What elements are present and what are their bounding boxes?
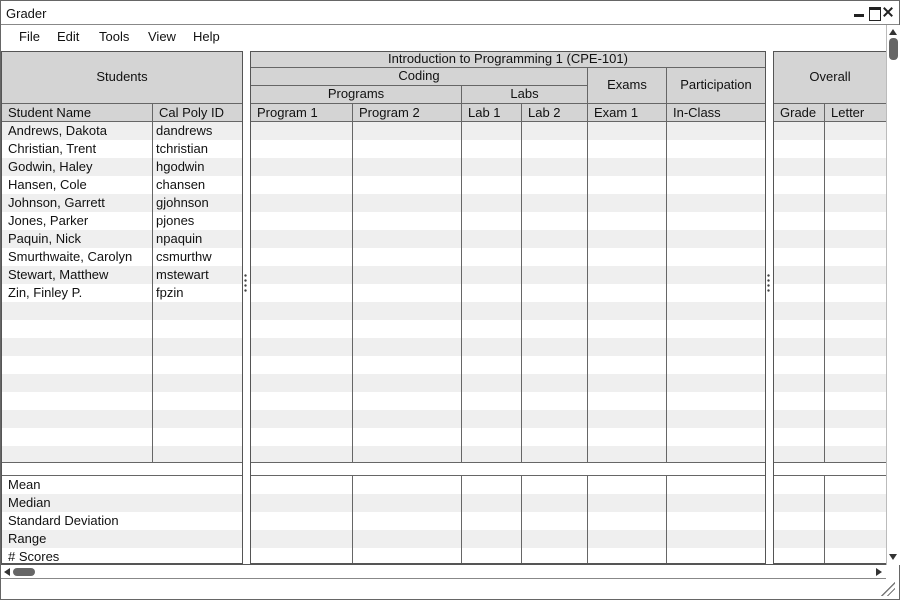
student-name-cell[interactable]: Andrews, Dakota xyxy=(8,123,107,138)
stat-label: Mean xyxy=(8,477,41,492)
lab-1-column-header[interactable]: Lab 1 xyxy=(462,104,522,122)
maximize-icon[interactable] xyxy=(867,5,881,19)
student-id-cell[interactable]: dandrews xyxy=(156,123,213,138)
menu-view[interactable]: View xyxy=(148,29,176,44)
column-divider xyxy=(824,122,825,462)
table-divider xyxy=(251,462,765,463)
course-title-header: Introduction to Programming 1 (CPE-101) xyxy=(251,52,765,68)
stats-rows-background xyxy=(774,476,886,564)
stat-label: Standard Deviation xyxy=(8,513,119,528)
exams-category-header: Exams xyxy=(588,68,667,104)
status-bar xyxy=(1,580,899,600)
student-id-cell[interactable]: gjohnson xyxy=(156,195,209,210)
overall-group-header: Overall xyxy=(774,52,886,104)
scroll-right-icon[interactable] xyxy=(876,568,882,576)
table-divider xyxy=(774,462,886,463)
lab-2-column-header[interactable]: Lab 2 xyxy=(522,104,588,122)
student-name-cell[interactable]: Stewart, Matthew xyxy=(8,267,109,282)
vertical-scrollbar[interactable] xyxy=(886,25,900,565)
scroll-up-icon[interactable] xyxy=(889,29,897,35)
overall-pane xyxy=(773,51,887,564)
horizontal-scrollbar[interactable] xyxy=(1,564,886,579)
column-divider xyxy=(666,122,667,462)
program-1-column-header[interactable]: Program 1 xyxy=(251,104,353,122)
student-id-cell[interactable]: chansen xyxy=(156,177,206,192)
column-divider xyxy=(824,476,825,564)
stat-label: # Scores xyxy=(8,549,60,564)
student-name-column-header[interactable]: Student Name xyxy=(2,104,153,122)
student-name-cell[interactable]: Smurthwaite, Carolyn xyxy=(8,249,133,264)
student-id-cell[interactable]: hgodwin xyxy=(156,159,205,174)
grade-rows-background xyxy=(251,122,765,462)
exam-1-column-header[interactable]: Exam 1 xyxy=(588,104,667,122)
student-id-cell[interactable]: fpzin xyxy=(156,285,184,300)
column-divider xyxy=(521,476,522,564)
title-bar xyxy=(1,1,899,25)
students-pane xyxy=(1,51,243,564)
stat-label: Range xyxy=(8,531,47,546)
student-id-cell[interactable]: pjones xyxy=(156,213,195,228)
participation-category-header: Participation xyxy=(667,68,765,104)
table-divider xyxy=(251,475,765,476)
student-id-cell[interactable]: csmurthw xyxy=(156,249,212,264)
window-title: Grader xyxy=(6,6,47,21)
letter-column-header[interactable]: Letter xyxy=(825,104,886,122)
grade-column-header[interactable]: Grade xyxy=(774,104,825,122)
minimize-icon[interactable] xyxy=(852,5,866,19)
column-divider xyxy=(461,476,462,564)
close-icon[interactable] xyxy=(881,5,895,19)
column-divider xyxy=(666,476,667,564)
column-divider xyxy=(521,122,522,462)
column-divider xyxy=(587,476,588,564)
scroll-left-icon[interactable] xyxy=(4,568,10,576)
labs-category-header: Labs xyxy=(462,86,588,104)
in-class-column-header[interactable]: In-Class xyxy=(667,104,765,122)
overall-pane-splitter[interactable] xyxy=(767,273,770,293)
student-id-cell[interactable]: npaquin xyxy=(156,231,203,246)
student-name-cell[interactable]: Johnson, Garrett xyxy=(8,195,105,210)
menu-file[interactable]: File xyxy=(19,29,40,44)
student-name-cell[interactable]: Zin, Finley P. xyxy=(8,285,83,300)
table-divider xyxy=(2,462,242,463)
column-divider xyxy=(352,476,353,564)
resize-grip-icon[interactable] xyxy=(881,582,895,596)
scroll-down-icon[interactable] xyxy=(889,554,897,560)
student-id-cell[interactable]: mstewart xyxy=(156,267,209,282)
student-name-cell[interactable]: Paquin, Nick xyxy=(8,231,81,246)
course-pane xyxy=(250,51,766,564)
programs-category-header: Programs xyxy=(251,86,462,104)
menu-bar xyxy=(1,25,886,50)
column-divider xyxy=(587,122,588,462)
menu-help[interactable]: Help xyxy=(193,29,220,44)
vertical-scroll-thumb[interactable] xyxy=(889,38,898,60)
overall-rows-background xyxy=(774,122,886,462)
table-divider xyxy=(774,475,886,476)
column-divider xyxy=(461,122,462,462)
column-divider xyxy=(352,122,353,462)
cal-poly-id-column-header[interactable]: Cal Poly ID xyxy=(153,104,242,122)
coding-category-header: Coding xyxy=(251,68,588,86)
students-pane-splitter[interactable] xyxy=(244,273,247,293)
student-name-cell[interactable]: Christian, Trent xyxy=(8,141,97,156)
student-name-cell[interactable]: Jones, Parker xyxy=(8,213,89,228)
student-id-cell[interactable]: tchristian xyxy=(156,141,209,156)
students-group-header: Students xyxy=(2,52,242,104)
horizontal-scroll-thumb[interactable] xyxy=(13,568,35,576)
student-name-cell[interactable]: Godwin, Haley xyxy=(8,159,93,174)
program-2-column-header[interactable]: Program 2 xyxy=(353,104,462,122)
student-name-cell[interactable]: Hansen, Cole xyxy=(8,177,87,192)
menu-tools[interactable]: Tools xyxy=(99,29,130,44)
stat-label: Median xyxy=(8,495,51,510)
menu-edit[interactable]: Edit xyxy=(57,29,80,44)
stats-rows-background xyxy=(251,476,765,564)
